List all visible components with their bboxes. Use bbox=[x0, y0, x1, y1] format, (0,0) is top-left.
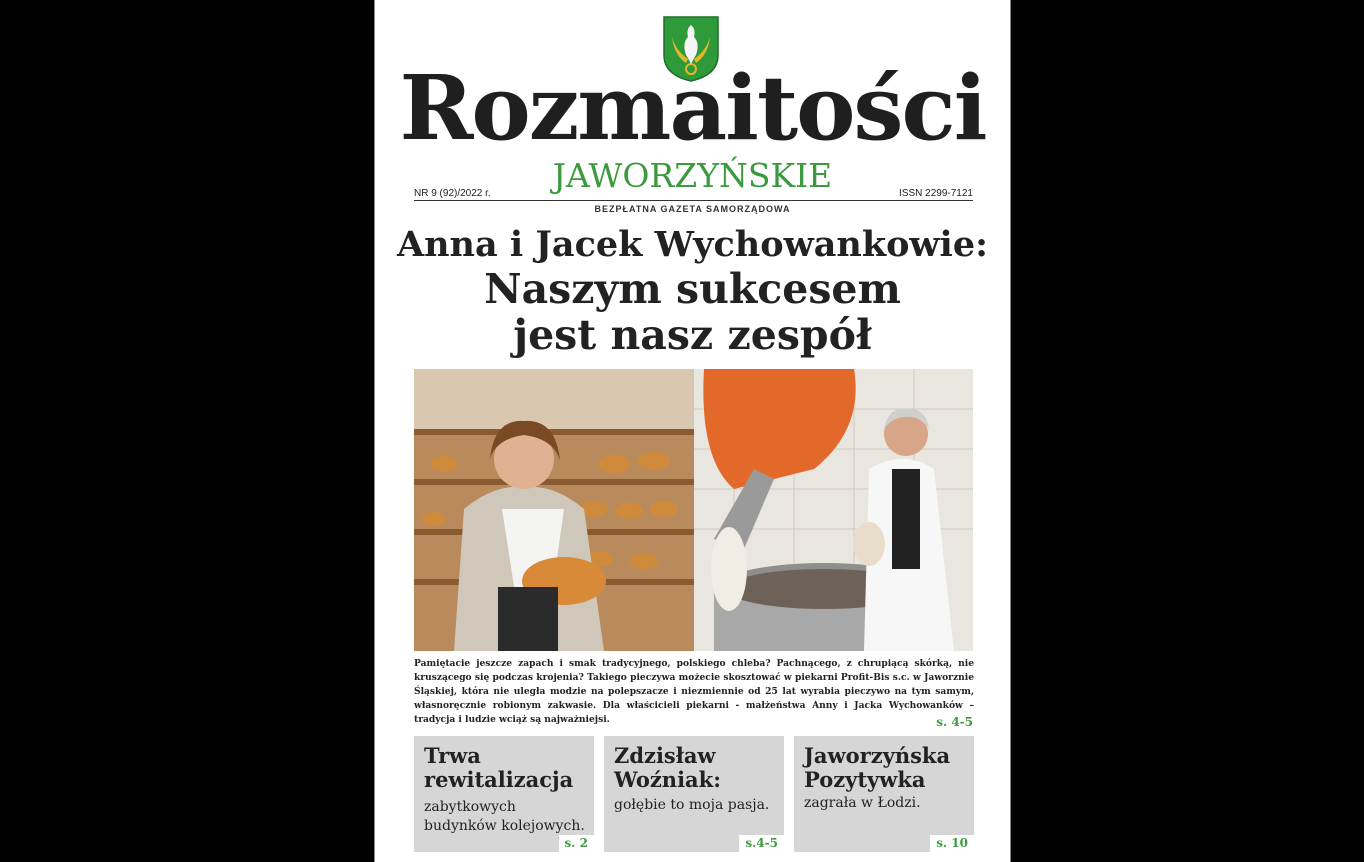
newspaper-page bbox=[374, 0, 1011, 862]
cover-photo bbox=[414, 369, 973, 651]
teaser-title: Trwa rewitalizacja bbox=[424, 743, 574, 792]
teaser-title: Zdzisław Woźniak: bbox=[614, 743, 721, 792]
teaser-subtitle: zagrała w Łodzi. bbox=[804, 795, 921, 811]
masthead-tagline: BEZPŁATNA GAZETA SAMORZĄDOWA bbox=[594, 204, 791, 214]
teaser-card[interactable] bbox=[794, 736, 974, 852]
teaser-subtitle: gołębie to moja pasja. bbox=[614, 797, 770, 813]
headline-line-1: Naszym sukcesem bbox=[484, 265, 901, 313]
lead-paragraph: Pamiętacie jeszcze zapach i smak tradycyjnego, polskiego chleba? Pachnącego, z chrupiącą skórką, nie kruszącego się podczas krojenia? Takiego pieczywa możecie skosztować w piekarni Profit-Bis s.c. w Jaworznie Śląskiej, która nie uległa modzie na polepszacze i niezmiennie od 25 lat wyrabia pieczywo na tym samym, własnoręcznie robionym zakwasie. Dla właścicieli piekarni - małżeństwa Anny i Jacka Wychowanków – tradycja i ludzie wciąż są najważniejsi. bbox=[414, 658, 974, 725]
teaser-page-ref: s. 2 bbox=[559, 835, 594, 852]
teaser-card[interactable] bbox=[604, 736, 784, 852]
teaser-title: Jaworzyńska Pozytywka bbox=[804, 743, 951, 792]
masthead-title: Rozmaitości bbox=[399, 55, 986, 160]
teaser-row bbox=[414, 736, 974, 852]
headline-intro: Anna i Jacek Wychowankowie: bbox=[396, 224, 989, 265]
headline-line-2: jest nasz zespół bbox=[513, 311, 872, 359]
masthead-divider bbox=[414, 200, 973, 201]
teaser-page-ref: s. 10 bbox=[930, 835, 974, 852]
headline-main bbox=[374, 266, 1011, 358]
lead-page-ref: s. 4-5 bbox=[936, 715, 973, 729]
masthead-subtitle: JAWORZYŃSKIE bbox=[552, 156, 833, 195]
teaser-card[interactable] bbox=[414, 736, 594, 852]
teaser-subtitle: zabytkowych budynków kolejowych. bbox=[424, 799, 585, 834]
teaser-page-ref: s.4-5 bbox=[739, 835, 784, 852]
issue-number: NR 9 (92)/2022 r. bbox=[414, 188, 491, 199]
issn-number: ISSN 2299-7121 bbox=[899, 188, 973, 199]
